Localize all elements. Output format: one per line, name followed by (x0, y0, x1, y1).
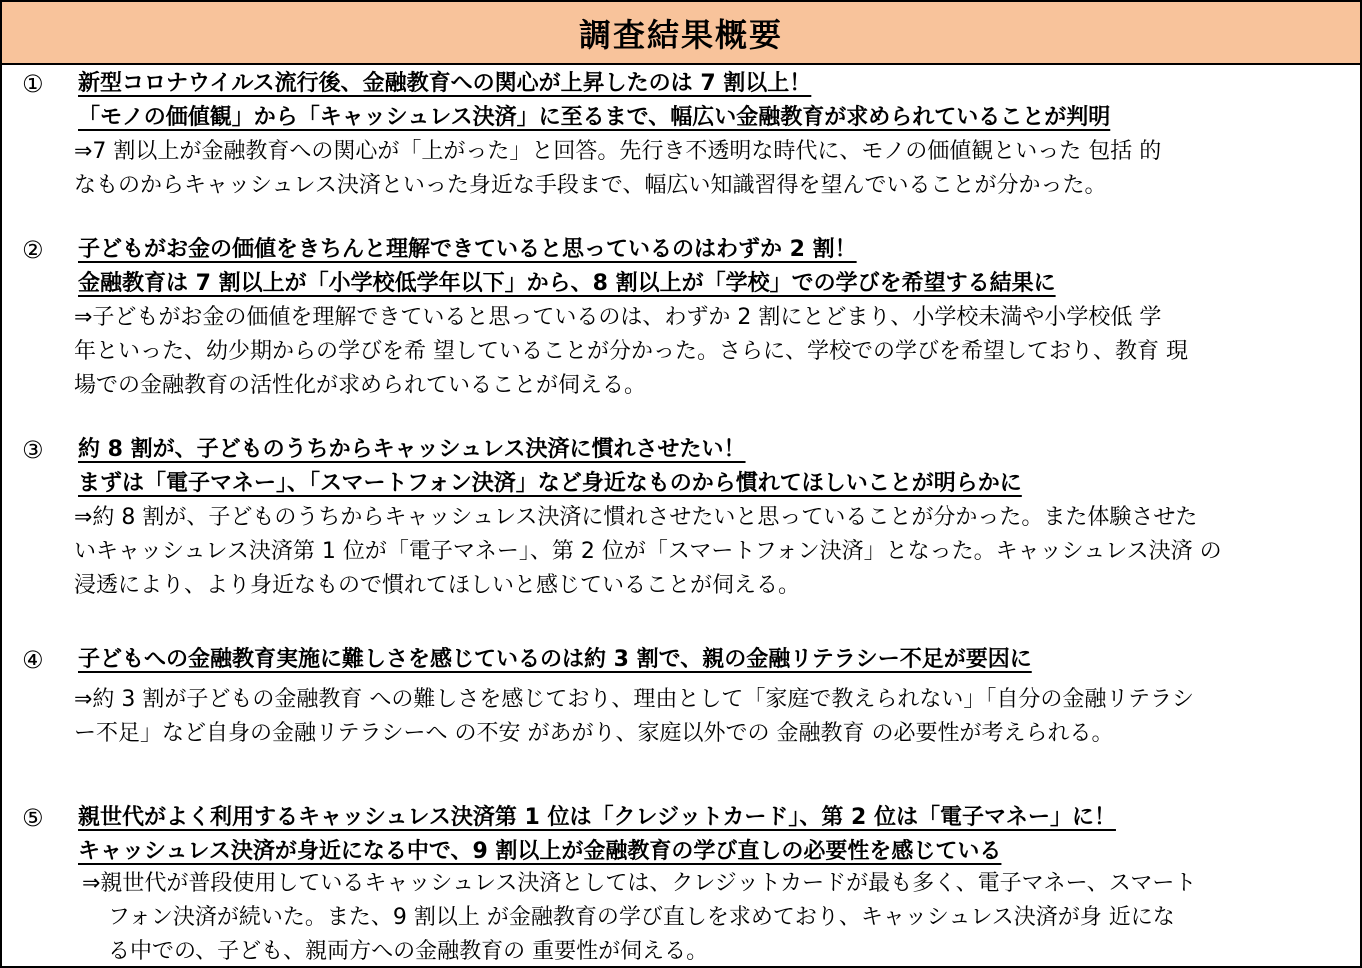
item-heading: 子どもへの金融教育実施に難しさを感じているのは約 3 割で、親の金融リテラシー不足が要因に (78, 647, 1032, 672)
body-line: ⇒子どもがお金の価値を理解できていると思っているのは、わずか 2 割にとどまり、小学校未満や小学校低 学 (74, 305, 1162, 330)
body-line: ⇒親世代が普段使用しているキャッシュレス決済としては、クレジットカードが最も多く、電子マネー、スマート (82, 871, 1197, 896)
item-number: ① (22, 70, 44, 98)
item-body (74, 135, 1161, 203)
item-heading: 新型コロナウイルス流行後、金融教育への関心が上昇したのは 7 割以上！ (78, 71, 812, 96)
body-line: ⇒7 割以上が金融教育への関心が「上がった」と回答。先行き不透明な時代に、モノの価値観といった 包括 的 (74, 139, 1162, 164)
item-headings (78, 801, 1116, 869)
body-line: る中での、子ども、親両方への金融教育の 重要性が伺える。 (108, 939, 709, 964)
item-heading: 子どもがお金の価値をきちんと理解できていると思っているのはわずか 2 割！ (78, 237, 857, 262)
item-heading: 金融教育は 7 割以上が「小学校低学年以下」から、8 割以上が「学校」での学びを希望する結果に (78, 271, 1056, 296)
body-line: ⇒約 3 割が子どもの金融教育 への難しさを感じており、理由として「家庭で教えられない」「自分の金融リテラシ (74, 687, 1194, 712)
item-headings (78, 233, 1056, 301)
item-body (74, 683, 1194, 751)
body-line: 年といった、幼少期からの学びを希 望していることが分かった。さらに、学校での学びを希望しており、教育 現 (74, 339, 1188, 364)
body-line: フォン決済が続いた。また、9 割以上 が金融教育の学び直しを求めており、キャッシュレス決済が身 近にな (108, 905, 1175, 930)
header-bar (2, 2, 1360, 65)
body-line: ⇒約 8 割が、子どものうちからキャッシュレス決済に慣れさせたいと思っていることが分かった。また体験させた (74, 505, 1198, 530)
item-body (74, 501, 1222, 603)
item-heading: 約 8 割が、子どものうちからキャッシュレス決済に慣れさせたい！ (78, 437, 746, 462)
item-headings (78, 67, 1110, 135)
item-heading: まずは「電子マネー」、「スマートフォン決済」など身近なものから慣れてほしいことが明らかに (78, 471, 1022, 496)
item-number: ⑤ (22, 804, 44, 832)
item-number: ③ (22, 436, 44, 464)
item-heading: 親世代がよく利用するキャッシュレス決済第 1 位は「クレジットカード」、第 2 位は「電子マネー」に！ (78, 805, 1116, 830)
body-line: 場での金融教育の活性化が求められていることが伺える。 (74, 373, 647, 398)
item-headings (78, 433, 1022, 501)
item-headings (78, 643, 1032, 677)
item-heading: キャッシュレス決済が身近になる中で、9 割以上が金融教育の学び直しの必要性を感じている (78, 839, 1002, 864)
item-body (74, 301, 1188, 403)
item-number: ② (22, 236, 44, 264)
item-number: ④ (22, 646, 44, 674)
body-line: ー不足」など自身の金融リテラシーへ の不安 があがり、家庭以外での 金融教育 の必要性が考えられる。 (74, 721, 1114, 746)
page-title: 調査結果概要 (578, 15, 783, 54)
item-heading: 「モノの価値観」から「キャッシュレス決済」に至るまで、幅広い金融教育が求められていることが判明 (78, 105, 1111, 130)
body-line: なものからキャッシュレス決済といった身近な手段まで、幅広い知識習得を望んでいることが分かった。 (74, 173, 1107, 198)
body-line: 浸透により、より身近なもので慣れてほしいと感じていることが伺える。 (74, 573, 801, 598)
item-body (82, 867, 1196, 968)
body-line: いキャッシュレス決済第 1 位が「電子マネー」、第 2 位が「スマートフォン決済」となった。キャッシュレス決済 の (74, 539, 1222, 564)
